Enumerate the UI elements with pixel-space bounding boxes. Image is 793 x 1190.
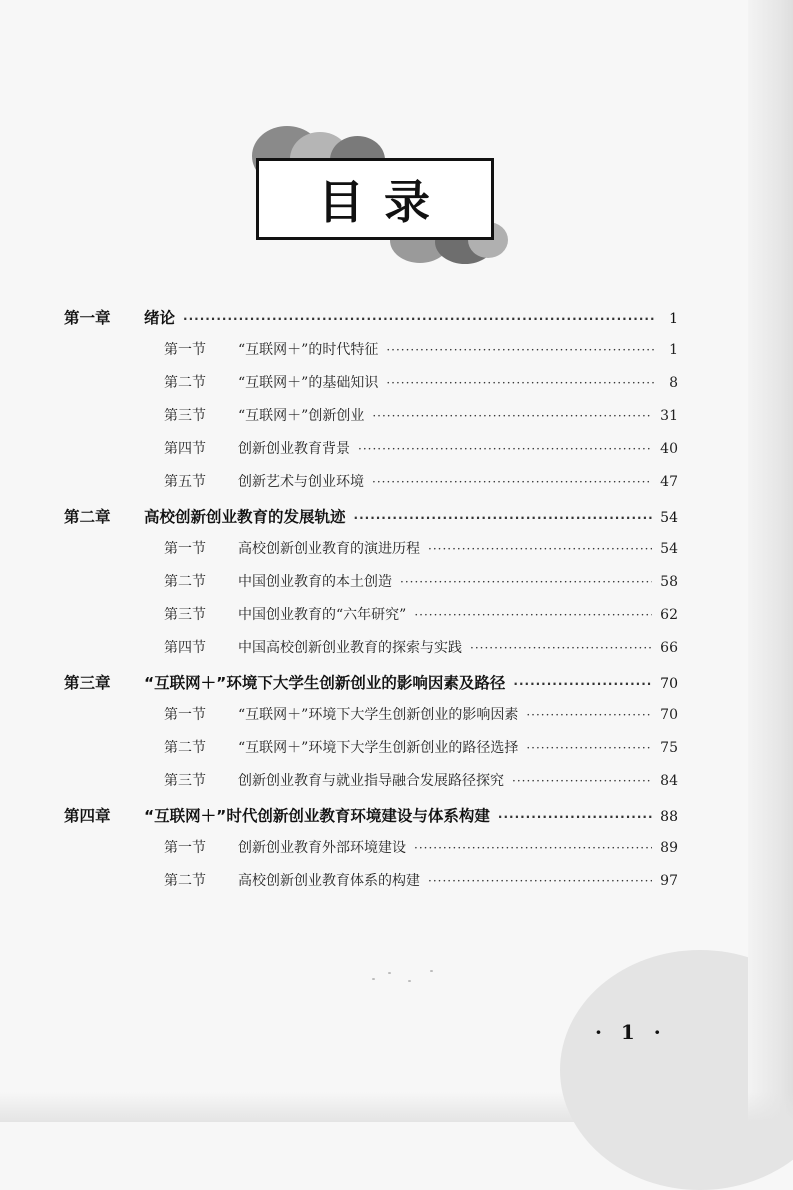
toc-section-row: [64, 339, 678, 372]
section-page-number: 75: [660, 740, 678, 756]
page-bottom-shadow: [0, 1092, 793, 1122]
chapter-number: 第一章: [64, 309, 111, 327]
leader-dots: [414, 608, 652, 622]
chapter-title: “互联网＋”环境下大学生创新创业的影响因素及路径: [144, 674, 506, 692]
section-title: 创新创业教育与就业指导融合发展路径探究: [238, 773, 504, 789]
title-frame: [256, 158, 494, 240]
section-page-number: 58: [660, 574, 678, 590]
leader-dots: [414, 841, 652, 855]
leader-dots: [372, 475, 652, 489]
toc-section-row: [64, 538, 678, 571]
section-number: 第三节: [164, 408, 206, 424]
toc-section-row: [64, 770, 678, 803]
leader-dots: [400, 575, 652, 589]
section-number: 第二节: [164, 574, 206, 590]
toc-section-row: [64, 604, 678, 637]
section-title: “互联网＋”的基础知识: [238, 375, 379, 391]
leader-dots: [428, 874, 652, 888]
chapter-number: 第四章: [64, 807, 111, 825]
leader-dots: [372, 409, 652, 423]
paper-specks: [368, 968, 448, 988]
toc-section-row: [64, 737, 678, 770]
chapter-number: 第三章: [64, 674, 111, 692]
section-title: 创新艺术与创业环境: [238, 474, 364, 490]
leader-dots: [386, 343, 654, 357]
chapter-page-number: 88: [660, 809, 678, 825]
toc-chapter-row: [64, 306, 678, 339]
toc-chapter-row: [64, 804, 678, 837]
leader-dots: [428, 542, 652, 556]
section-title: 中国高校创新创业教育的探索与实践: [238, 640, 462, 656]
section-number: 第四节: [164, 640, 206, 656]
section-number: 第二节: [164, 740, 206, 756]
leader-dots: [183, 312, 654, 326]
section-page-number: 54: [660, 541, 678, 557]
section-number: 第三节: [164, 773, 206, 789]
section-number: 第一节: [164, 541, 206, 557]
section-title: “互联网＋”创新创业: [238, 408, 365, 424]
leader-dots: [470, 641, 652, 655]
section-title: 中国创业教育的本土创造: [238, 574, 392, 590]
section-page-number: 8: [669, 375, 678, 391]
section-title: 创新创业教育背景: [238, 441, 350, 457]
section-title: 中国创业教育的“六年研究”: [238, 607, 407, 623]
section-number: 第二节: [164, 375, 206, 391]
section-title: 创新创业教育外部环境建设: [238, 840, 406, 856]
toc-chapter-row: [64, 505, 678, 538]
section-page-number: 84: [660, 773, 678, 789]
section-page-number: 47: [660, 474, 678, 490]
leader-dots: [498, 810, 652, 824]
section-page-number: 62: [660, 607, 678, 623]
toc-section-row: [64, 837, 678, 870]
chapter-title: 高校创新创业教育的发展轨迹: [144, 508, 346, 526]
section-title: “互联网＋”环境下大学生创新创业的路径选择: [238, 740, 519, 756]
leader-dots: [358, 442, 652, 456]
section-number: 第一节: [164, 707, 206, 723]
toc-section-row: [64, 637, 678, 670]
section-title: “互联网＋”环境下大学生创新创业的影响因素: [238, 707, 519, 723]
section-number: 第一节: [164, 342, 206, 358]
leader-dots: [513, 677, 652, 691]
page-title: 目录: [318, 175, 450, 229]
toc-chapter-row: [64, 671, 678, 704]
section-title: “互联网＋”的时代特征: [238, 342, 379, 358]
chapter-title: “互联网＋”时代创新创业教育环境建设与体系构建: [144, 807, 490, 825]
section-page-number: 89: [660, 840, 678, 856]
section-number: 第三节: [164, 607, 206, 623]
section-page-number: 40: [660, 441, 678, 457]
section-page-number: 66: [660, 640, 678, 656]
page-number: · 1 ·: [595, 1020, 667, 1044]
section-number: 第五节: [164, 474, 206, 490]
toc-section-row: [64, 870, 678, 903]
toc-section-row: [64, 372, 678, 405]
leader-dots: [512, 774, 652, 788]
toc-section-row: [64, 704, 678, 737]
toc-section-row: [64, 405, 678, 438]
chapter-page-number: 1: [669, 311, 678, 327]
toc-section-row: [64, 438, 678, 471]
toc-section-row: [64, 471, 678, 504]
section-title: 高校创新创业教育的演进历程: [238, 541, 420, 557]
leader-dots: [386, 376, 654, 390]
chapter-title: 绪论: [144, 309, 176, 327]
chapter-page-number: 70: [660, 676, 678, 692]
title-block: [240, 118, 540, 268]
toc-section-row: [64, 571, 678, 604]
table-of-contents: [64, 305, 678, 903]
chapter-page-number: 54: [660, 510, 678, 526]
section-page-number: 97: [660, 873, 678, 889]
page-edge-shadow: [748, 0, 793, 1122]
leader-dots: [526, 708, 652, 722]
chapter-number: 第二章: [64, 508, 111, 526]
leader-dots: [526, 741, 652, 755]
section-title: 高校创新创业教育体系的构建: [238, 873, 420, 889]
section-page-number: 1: [669, 342, 678, 358]
section-page-number: 70: [660, 707, 678, 723]
leader-dots: [354, 511, 653, 525]
section-number: 第四节: [164, 441, 206, 457]
section-number: 第一节: [164, 840, 206, 856]
section-number: 第二节: [164, 873, 206, 889]
section-page-number: 31: [660, 408, 678, 424]
